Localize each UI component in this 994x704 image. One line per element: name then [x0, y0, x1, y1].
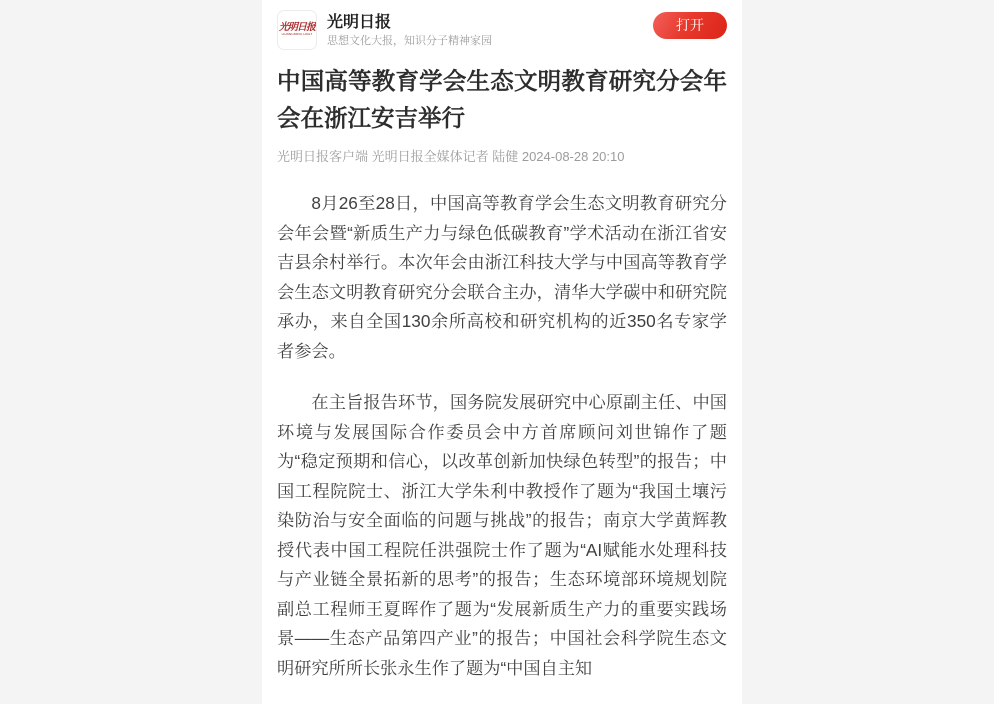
article-paragraph: 8月26至28日，中国高等教育学会生态文明教育研究分会年会暨“新质生产力与绿色低碳教育”学术活动在浙江省安吉县余村举行。本次年会由浙江科技大学与中国高等教育学会生态文明教育研究分会联合主办，清华大学碳中和研究院承办，来自全国130余所高校和研究机构的近350名专家学者参会。 — [277, 193, 727, 361]
article-page — [262, 0, 742, 704]
app-banner — [277, 0, 727, 50]
article-byline: 光明日报客户端 光明日报全媒体记者 陆健 2024-08-28 20:10 — [277, 149, 625, 164]
masthead — [327, 13, 492, 48]
open-in-app-button[interactable]: 打开 — [653, 12, 727, 39]
logo-calligraphy-text: 光明日报 — [279, 21, 315, 33]
article-paragraph: 在主旨报告环节，国务院发展研究中心原副主任、中国环境与发展国际合作委员会中方首席顾问刘世锦作了题为“稳定预期和信心，以改革创新加快绿色转型”的报告；中国工程院院士、浙江大学朱利中教授作了题为“我国土壤污染防治与安全面临的问题与挑战”的报告；南京大学黄辉教授代表中国工程院任洪强院士作了题为“AI赋能水处理科技与产业链全景拓新的思考”的报告；生态环境部环境规划院副总工程师王夏晖作了题为“发展新质生产力的重要实践场景——生态产品第四产业”的报告；中国社会科学院生态文明研究所所长张永生作了题为“中国自主知 — [277, 392, 727, 678]
article-title: 中国高等教育学会生态文明教育研究分会年会在浙江安吉举行 — [277, 68, 727, 131]
app-tagline: 思想文化大报，知识分子精神家园 — [327, 34, 492, 47]
article-body — [277, 189, 727, 683]
app-name: 光明日报 — [327, 13, 392, 31]
guangming-daily-logo-icon — [277, 10, 317, 50]
logo-english-text: GUANGMING DAILY — [281, 32, 313, 36]
